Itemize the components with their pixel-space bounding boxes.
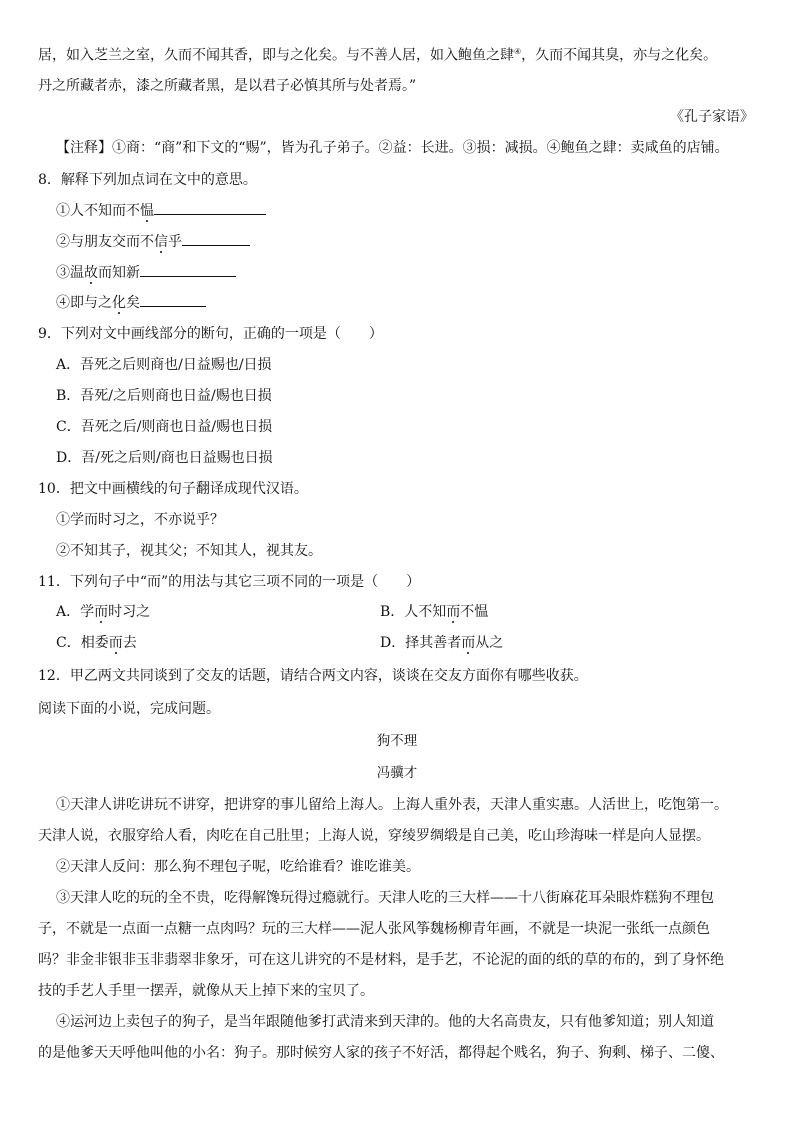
option-text: 从之: [475, 635, 504, 651]
passage-line: [38, 42, 717, 66]
dotted-word: 故: [84, 265, 98, 281]
dotted-word: 而: [108, 635, 123, 651]
dotted-word: 化: [112, 295, 126, 311]
q11-option-b[interactable]: [380, 602, 488, 622]
dotted-word: 而: [461, 635, 476, 651]
story-paragraph-line: 天津人说，衣服穿给人看，肉吃在自己肚里；上海人说，穿绫罗绸缎是自己美，吃山珍海味一样是向人显摆。: [38, 828, 710, 844]
story-paragraph-line: 子，不就是一点面一点糖一点肉吗？玩的三大样——泥人张风筝魏杨柳青年画，不就是一块泥一张纸一点颜色: [38, 921, 710, 937]
q9-option-a[interactable]: A．吾死之后则商也/日益赐也/日损: [56, 357, 272, 373]
passage-text: 居，如入芝兰之室，久而不闻其香，即与之化矣。与不善人居，如入鲍鱼之肆: [38, 47, 514, 64]
q9-option-d[interactable]: D．吾/死之后则/商也日益赐也日损: [56, 450, 273, 466]
story-paragraph-line: 的是他爹天天呼他叫他的小名：狗子。那时候穷人家的孩子不好活，都得起个贱名，狗子、狗剩、梯子、二傻、: [38, 1045, 724, 1061]
option-text: 时习之: [108, 604, 151, 620]
dotted-word: 而: [94, 604, 109, 620]
option-text: B．人不知: [380, 604, 447, 620]
question-8-stem: 8．解释下列加点词在文中的意思。: [38, 172, 257, 188]
q11-option-a[interactable]: [56, 602, 150, 622]
q10-sentence-1: ①学而时习之，不亦说乎？: [56, 512, 224, 528]
item-text: ②与朋友交而不: [56, 234, 154, 250]
q10-sentence-2: ②不知其子，视其父；不知其人，视其友。: [56, 543, 322, 559]
question-11-stem: 11．下列句子中“而”的用法与其它三项不同的一项是（ ）: [38, 574, 421, 590]
question-12-stem: 12．甲乙两文共同谈到了交友的话题，请结合两文内容，谈谈在交友方面你有哪些收获。: [38, 668, 588, 684]
q9-option-b[interactable]: B．吾死/之后则商也日益/赐也日损: [56, 388, 272, 404]
item-text: 矣: [126, 295, 140, 311]
q8-item-3: [56, 262, 236, 283]
answer-blank[interactable]: [154, 200, 266, 215]
item-text: 乎: [168, 234, 182, 250]
annotation-note: 【注释】①商：“商”和下文的“赐”，皆为孔子弟子。②益：长进。③损：减损。④鲍鱼之肆：卖咸鱼的店铺。: [56, 140, 729, 156]
story-paragraph-line: 吗？非金非银非玉非翡翠非象牙，可在这儿讲究的不是材料，是手艺，不论泥的面的纸的草的布的，到了身怀绝: [38, 952, 724, 968]
item-text: ③温: [56, 265, 84, 281]
passage-text: ，久而不闻其臭，亦与之化矣。: [521, 47, 718, 64]
source-citation: 《孔子家语》: [670, 109, 754, 125]
item-text: 而知新: [98, 265, 140, 281]
q11-option-d[interactable]: [380, 633, 503, 653]
q8-item-2: [56, 231, 250, 252]
story-paragraph-line: ②天津人反问：那么狗不理包子呢，吃给谁看？谁吃谁美。: [56, 859, 420, 875]
answer-blank[interactable]: [140, 292, 206, 307]
option-text: C．相委: [56, 635, 109, 651]
dotted-word: 信: [154, 234, 168, 250]
option-text: 去: [122, 635, 137, 651]
reading-instruction: 阅读下面的小说，完成问题。: [38, 701, 220, 717]
story-paragraph-line: 技的手艺人手里一摆弄，就像从天上掉下来的宝贝了。: [38, 983, 374, 999]
q8-item-4: [56, 292, 206, 313]
story-paragraph-line: ①天津人讲吃讲玩不讲穿，把讲穿的事儿留给上海人。上海人重外表，天津人重实惠。人活世上，吃饱第一。: [56, 797, 728, 813]
dotted-word: 愠: [140, 203, 154, 219]
question-9-stem: 9．下列对文中画线部分的断句，正确的一项是（ ）: [38, 326, 383, 342]
footnote-marker: ④: [514, 47, 522, 56]
question-10-stem: 10．把文中画横线的句子翻译成现代汉语。: [38, 481, 308, 497]
passage-line: 丹之所藏者赤，漆之所藏者黑，是以君子必慎其所与处者焉。”: [38, 78, 417, 94]
story-paragraph-line: ④运河边上卖包子的狗子，是当年跟随他爹打武清来到天津的。他的大名高贵友，只有他爹知道；别人知道: [56, 1014, 714, 1030]
answer-blank[interactable]: [182, 231, 250, 246]
story-author: 冯骥才: [376, 765, 418, 781]
option-text: D．择其善者: [380, 635, 462, 651]
option-text: A．学: [56, 604, 95, 620]
q9-option-c[interactable]: C．吾死之后/则商也日益/赐也日损: [56, 419, 273, 435]
item-text: ④即与之: [56, 295, 112, 311]
q11-option-c[interactable]: [56, 633, 137, 653]
dotted-word: 而: [446, 604, 461, 620]
option-text: 不愠: [460, 604, 489, 620]
q8-item-1: [56, 200, 266, 221]
item-text: ①人不知而不: [56, 203, 140, 219]
answer-blank[interactable]: [140, 262, 236, 277]
story-title: 狗不理: [376, 733, 418, 749]
story-paragraph-line: ③天津人吃的玩的全不贵，吃得解馋玩得过瘾就行。天津人吃的三大样——十八街麻花耳朵眼炸糕狗不理包: [56, 890, 714, 906]
